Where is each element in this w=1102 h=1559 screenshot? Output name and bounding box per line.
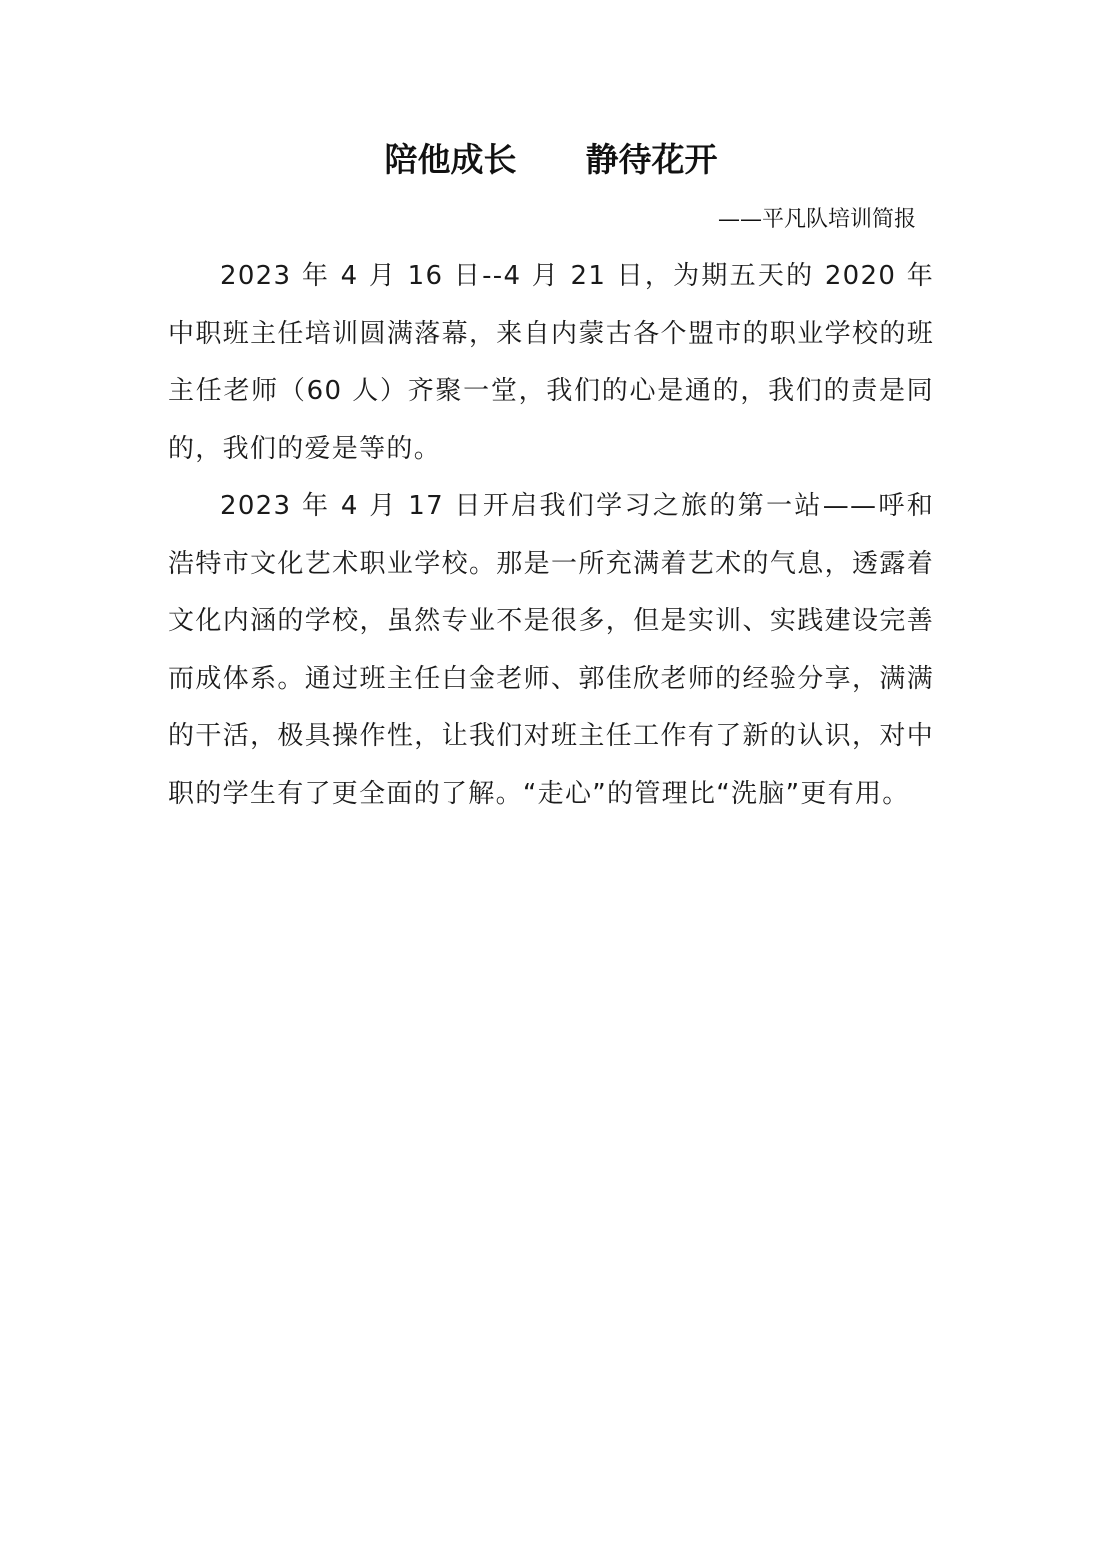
- body-paragraph: 2023 年 4 月 17 日开启我们学习之旅的第一站——呼和浩特市文化艺术职业学校。那是一所充满着艺术的气息，透露着文化内涵的学校，虽然专业不是很多，但是实训、实践建设完善而成体系。通过班主任白金老师、郭佳欣老师的经验分享，满满的干活，极具操作性，让我们对班主任工作有了新的认识，对中职的学生有了更全面的了解。“走心”的管理比“洗脑”更有用。: [168, 491, 934, 809]
- document-subtitle: ——平凡队培训简报: [717, 207, 916, 232]
- document-title: 陪他成长 静待花开: [384, 140, 718, 179]
- document-body: [168, 248, 934, 823]
- body-paragraph: 2023 年 4 月 16 日--4 月 21 日，为期五天的 2020 年中职班主任培训圆满落幕，来自内蒙古各个盟市的职业学校的班主任老师（60 人）齐聚一堂，我们的心是通的，我们的责是同的，我们的爱是等的。: [168, 261, 934, 464]
